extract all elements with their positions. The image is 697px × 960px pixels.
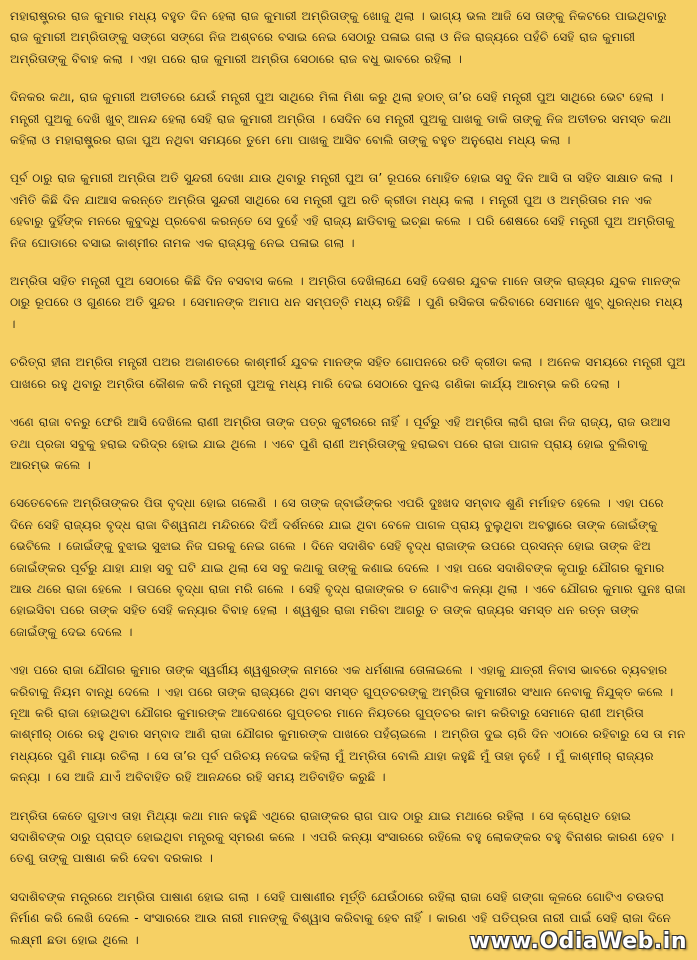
- story-paragraph-1: ମହାରାଷ୍ଟ୍ରର ରାଜ କୁମାର ମଧ୍ୟ ବହୁତ ଦିନ ହେଲା ରାଜ କୁମାରୀ ଅମ୍ରିତାଙ୍କୁ ଖୋଜୁ ଥିଲା । ଭାଗ୍ୟ ଭଲ ଆଜି ସେ ତାଙ୍କୁ ନିକଟରେ ପାଇଥିବାରୁ ରାଜ କୁମାରୀ ଅମ୍ରିତାଙ୍କୁ ସଙ୍ଗେ ସଙ୍ଗେ ନିଜ ଅଶ୍ବରେ ବସାଇ ନେଇ ସେଠାରୁ ପଳାଇ ଗଲା ଓ ନିଜ ରାଜ୍ୟରେ ପହଁଚି ସେହି ରାଜ କୁମାରୀ ଅମ୍ରିତାଙ୍କୁ ବିବାହ କଲା । ଏହା ପରେ ରାଜ କୁମାରୀ ଅମ୍ରିତା ସେଠାରେ ରାଜ ବଧୁ ଭାବରେ ରହିଲା ।: [10, 9, 667, 66]
- story-paragraph-4: ଅମ୍ରିତା ସହିତ ମନ୍ତ୍ରୀ ପୁଅ ସେଠାରେ କିଛି ଦିନ ବସବାସ କଲେ । ଅମ୍ରିତା ଦେଖିଲାଯେ ସେହି ଦେଶର ଯୁବକ ମାନେ ତାଙ୍କ ରାଜ୍ୟର ଯୁବକ ମାନଙ୍କ ଠାରୁ ରୂପରେ ଓ ଗୁଣରେ ଅତି ସୁନ୍ଦର । ସେମାନଙ୍କ ଅମାପ ଧନ ସମ୍ପତ୍ତି ମଧ୍ୟ ରହିଛି । ପୁଣି ରସିକତା କରିବାରେ ସେମାନେ ଖୁବ୍ ଧୁରନ୍ଧର ମଧ୍ୟ ।: [10, 274, 683, 331]
- story-paragraph-2: ଦିନକର କଥା, ରାଜ କୁମାରୀ ଅତୀତରେ ଯେଉଁ ମନ୍ତ୍ରୀ ପୁଅ ସାଥିରେ ମିଳା ମିଶା କରୁ ଥିଲା ହଠାତ୍ ତା’ର ସେହି ମନ୍ତ୍ରୀ ପୁଅ ସାଥିରେ ଭେଟ ହେଲା । ମନ୍ତ୍ରୀ ପୁଅକୁ ଦେଖି ଖୁବ୍ ଆନନ୍ଦ ହେଲା ସେହି ରାଜ କୁମାରୀ ଅମ୍ରିତା । ସେଦିନ ସେ ମନ୍ତ୍ରୀ ପୁଅକୁ ପାଖକୁ ଡାକି ତାଙ୍କୁ ନିଜ ଅତୀତର ସମସ୍ତ କଥା କହିଲା ଓ ମହାରାଷ୍ଟ୍ରର ରାଜା ପୁଅ ନଥିବା ସମୟରେ ତୁମେ ମୋ ପାଖକୁ ଆସିବ ବୋଲି ତାଙ୍କୁ ବହୁତ ଅନୁରୋଧ ମଧ୍ୟ କଲା ।: [10, 90, 672, 148]
- site-watermark: www.OdiaWeb.in: [469, 929, 687, 954]
- story-paragraph-9: ଅମ୍ରିତା କେତେ ଗୁଡାଏ ତାହା ମିଥ୍ୟା କଥା ମାନ କହୁଛି ଏଥିରେ ରାଜାଙ୍କର ରାଗ ପାଦ ଠାରୁ ଯାଇ ମଥାରେ ରହିଲା । ସେ କ୍ରୋଧିତ ହୋଇ ସଦାଶିବଙ୍କ ଠାରୁ ପ୍ରାପ୍ତ ହୋଇଥିବା ମନ୍ତ୍ରକୁ ସ୍ମରଣ କଲେ । ଏପରି କନ୍ୟା ସଂସାରରେ ରହିଲେ ବହୁ ଲୋକଙ୍କର ବହୁ ବିନାଶର କାରଣ ହେବ । ତେଣୁ ତାଙ୍କୁ ପାଷାଣ କରି ଦେବା ଦରକାର ।: [10, 808, 675, 866]
- story-paragraph-7: ସେତେବେଳେ ଅମ୍ରିତାଙ୍କର ପିତା ବୃଦ୍ଧା ହୋଇ ଗଲେଣି । ସେ ତାଙ୍କ ଜ୍ବାଇଁଙ୍କର ଏପରି ଦୁଃଖଦ ସମ୍ବାଦ ଶୁଣି ମର୍ମାହତ ହେଲେ । ଏହା ପରେ ଦିନେ ସେହି ରାଜ୍ୟର ବୃଦ୍ଧ ରାଜା ବିଶ୍ୱନାଥ ମନ୍ଦିରରେ ଦିଅଁ ଦର୍ଶନରେ ଯାଇ ଥିବା ବେଳେ ପାଗଳ ପ୍ରାୟ ବୁଲୁଥିବା ଅବସ୍ଥାରେ ତାଙ୍କ ଜୋଇଁଙ୍କୁ ଭେଟିଲେ । ଜୋଇଁଙ୍କୁ ବୁଝାଇ ସୁଝାଇ ନିଜ ଘରକୁ ନେଇ ଗଲେ । ଦିନେ ସଦାଶିବ ସେହି ବୃଦ୍ଧ ରାଜାଙ୍କ ଉପରେ ପ୍ରସନ୍ନ ହୋଇ ତାଙ୍କ ଝିଅ ଜୋଇଁଙ୍କର ପୂର୍ବରୁ ଯାହା ଯାହା ସବୁ ଘଟି ଯାଇ ଥିଲା ସେ ସବୁ କଥାକୁ ତାଙ୍କୁ କଣାଇ ଦେଲେ । ଏହା ପରେ ସଦାଶିବଙ୍କ କୃପାରୁ ଯୌଗର କୁମାର ଆଉ ଥରେ ରାଜା ହେଲେ । ତାପରେ ବୃଦ୍ଧା ରାଜା ମରି ଗଲେ । ସେହି ବୃଦ୍ଧ ରାଜାଙ୍କର ତ ଗୋଟିଏ କନ୍ୟା ଥିଲା । ଏବେ ଯୌଗର କୁମାର ପୁନଃ ରାଜା ହୋଇସିବା ପରେ ତାଙ୍କ ସହିତ ସେହି କନ୍ୟାର ବିବାହ ହେଲା । ଶ୍ୱଶୁର ରାଜା ମରିବା ଆଗରୁ ତ ତାଙ୍କ ରାଜ୍ୟର ସମସ୍ତ ଧନ ରତ୍ନ ତାଙ୍କ ଜୋଇଁଙ୍କୁ ଦେଇ ଦେଲେ ।: [10, 496, 686, 639]
- story-paragraph-3: ପୂର୍ବ ଠାରୁ ରାଜ କୁମାରୀ ଅମ୍ରିତା ଅତି ସୁନ୍ଦରୀ ଦେଖା ଯାଉ ଥିବାରୁ ମନ୍ତ୍ରୀ ପୁଅ ତା’ ରୂପରେ ମୋହିତ ହୋଇ ସବୁ ଦିନ ଆସି ତା ସହିତ ସାକ୍ଷାତ କଲା । ଏମିତି କିଛି ଦିନ ଯାଆସ କରନ୍ତେ ଅମ୍ରିତା ସୁନ୍ଦରୀ ସାଥିରେ ସେ ମନ୍ତ୍ରୀ ପୁଅ ରତି କ୍ରୀଡା ମଧ୍ୟ କଲା । ମନ୍ତ୍ରୀ ପୁଅ ଓ ଅମ୍ରିତାର ମନ ଏକ ହେବାରୁ ଦୁହିଁଙ୍କ ମନରେ କୁବୁଦ୍ଧି ପ୍ରବେଶ କରନ୍ତେ ସେ ଦୁହେଁ ଏହି ରାଜ୍ୟ ଛାଡିବାକୁ ଇଚ୍ଛା କଲେ । ପରି ଶେଷରେ ସେହି ମନ୍ତ୍ରୀ ପୁଅ ଅମ୍ରିତାକୁ ନିଜ ଘୋଡାରେ ବସାଇ କାଶ୍ମୀର ନାମକ ଏକ ରାଜ୍ୟକୁ ନେଇ ପଳାଇ ଗଲା ।: [10, 171, 675, 250]
- story-paragraph-10: ସଦାଶିବଙ୍କ ମନ୍ତ୍ରରେ ଅମ୍ରିତା ପାଷାଣ ହୋଇ ଗଲା । ସେହି ପାଷାଣୀର ମୂର୍ତ୍ତି ଯେଉଁଠାରେ ରହିଲା ରାଜା ସେହି ଗଙ୍ଗା କୂଳରେ ଗୋଟିଏ ଚଉତରା ନିର୍ମାଣ କରି ଲେଖି ଦେଲେ - ସଂସାରରେ ଆଉ ନାରୀ ମାନଙ୍କୁ ବିଶ୍ୱାସ କରିବାକୁ ହେବ ନାହିଁ । କାରଣ ଏହି ପତିପ୍ରତା ନାରୀ ପାଇଁ ସେହି ରାଜା ଦିନେ ଲକ୍ଷ୍ମୀ ଛଡା ହୋଇ ଥିଲେ ।: [10, 889, 671, 947]
- story-paragraph-5: ଚରିତ୍ରା ହୀନା ଅମ୍ରିତା ମନ୍ତ୍ରୀ ପଅର ଅଜାଣତରେ କାଶ୍ମୀର୍ର ଯୁବକ ମାନଙ୍କ ସହିତ ଗୋପନରେ ରତି କ୍ରୀଡା କଲା । ଅନେକ ସମୟରେ ମନ୍ତ୍ରୀ ପୁଅ ପାଖରେ ରହୁ ଥିବାରୁ ଅମ୍ରିତା କୌଶଳ କରି ମନ୍ତ୍ରୀ ପୁଅକୁ ମଧ୍ୟ ମାରି ଦେଇ ସେଠାରେ ପୁନଶ୍ଚ ଗଣିକା କାର୍ଯ୍ୟ ଆରମ୍ଭ କରି ଦେଲା ।: [10, 355, 686, 391]
- story-paragraph-6: ଏଣେ ରାଜା ବନରୁ ଫେରି ଆସି ଦେଖିଲେ ରାଣୀ ଅମ୍ରିତା ତାଙ୍କ ପତ୍ର କୁଟୀରରେ ନାହିଁ । ପୂର୍ବରୁ ଏହି ଅମ୍ରିତା ଲାଗି ରାଜା ନିଜ ରାଜ୍ୟ, ରାଜ ଉଆସ ତଥା ପ୍ରଜା ସବୁକୁ ହରାଇ ଦରିଦ୍ର ହୋଇ ଯାଇ ଥିଲେ । ଏବେ ପୁଣି ରାଣୀ ଅମ୍ରିତାଙ୍କୁ ହରାଇବା ପରେ ରାଜା ପାଗଳ ପ୍ରାୟ ହୋଇ ବୁଲିବାକୁ ଆରମ୍ଭ କଲେ ।: [10, 415, 671, 472]
- story-paragraph-8: ଏହା ପରେ ରାଜା ଯୌଗର କୁମାର ତାଙ୍କ ସ୍ୱର୍ଗୀୟ ଶ୍ୱଶୁରଙ୍କ ନାମରେ ଏକ ଧର୍ମଶାଳା ତୋଳାଇଲେ । ଏହାକୁ ଯାତ୍ରୀ ନିବାସ ଭାବରେ ବ୍ୟବହାର କରିବାକୁ ନିୟମ ବାନ୍ଧି ଦେଲେ । ଏହା ପରେ ତାଙ୍କ ରାଜ୍ୟରେ ଥିବା ସମସ୍ତ ଗୁପ୍ତଚରଙ୍କୁ ଅମ୍ରିତା କୁମାରୀର ସଂଧାନ ନେବାକୁ ନିଯୁକ୍ତ କଲେ । ନୂଆ କରି ରାଜା ହୋଇଥିବା ଯୌଗର କୁମାରଙ୍କ ଆଦେଶରେ ଗୁପ୍ତଚର ମାନେ ନିୟତରେ ଗୁପ୍ତଚର କାମ କରିବାରୁ ସେମାନେ ରାଣୀ ଅମ୍ରିତା କାଶ୍ମୀର୍ ଠାରେ ରହୁ ଥିବାର ସମ୍ବାଦ ଆଣି ରାଜା ଯୌଗର କୁମାରଙ୍କ ପାଖରେ ପହଁଚାଇଲେ । ଅମ୍ରିତା ଦୁଇ ଚାରି ଦିନ ଏଠାରେ ରହିବାରୁ ସେ ତା ମନ ମଧ୍ୟରେ ପୁଣି ମାୟା ରଚିଲା । ସେ ତା’ର ପୂର୍ବ ପରିଚୟ ନଦେଇ କହିଲା ମୁଁ ଅମ୍ରିତା ବୋଲି ଯାହା କହୁଛି ମୁଁ ତାହା ନୁହେଁ । ମୁଁ କାଶ୍ମୀର୍ ରାଜ୍ୟର କନ୍ୟା । ସେ ଆଜି ଯାଏଁ ଅବିବାହିତ ରହି ଆନନ୍ଦରେ ରହି ସମୟ ଅତିବାହିତ କରୁଛି ।: [10, 663, 686, 785]
